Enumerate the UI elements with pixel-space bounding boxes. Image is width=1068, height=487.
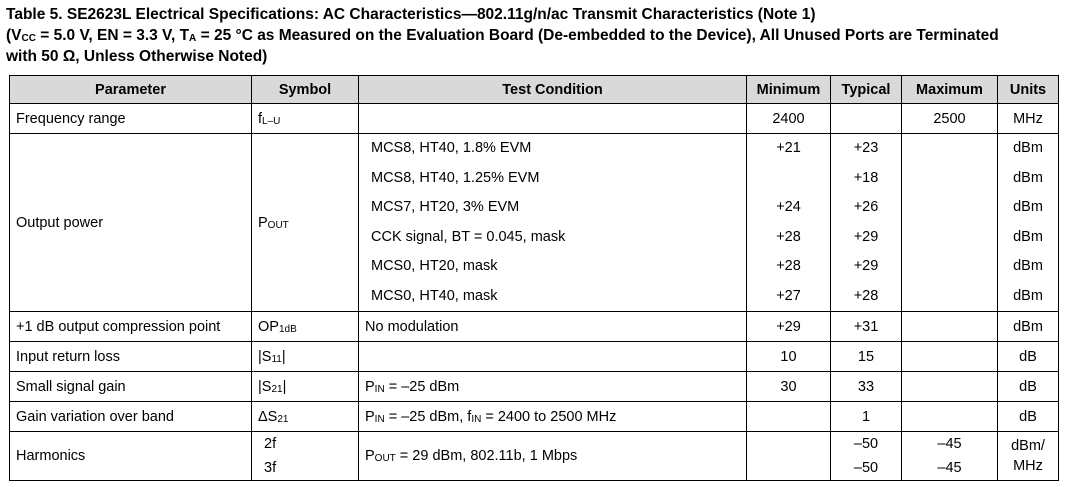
- min-line: +27: [776, 287, 801, 304]
- table-row-op1db: [10, 312, 1059, 342]
- typ-cell: [831, 134, 902, 312]
- typ-cell: 1: [831, 402, 902, 432]
- title-text: = 25 °C as Measured on the Evaluation Board (De-embedded to the Device), All Unused Ports are Terminated: [196, 27, 999, 44]
- table-row-small-signal-gain: [10, 372, 1059, 402]
- min-line: +28: [776, 228, 801, 245]
- symbol-bar: |: [281, 348, 286, 365]
- units-line: dBm: [1013, 199, 1043, 215]
- condition-cell: [359, 134, 747, 312]
- units-cell: [998, 432, 1059, 481]
- symbol-bar: |: [282, 378, 287, 395]
- units-cell: dBm: [998, 312, 1059, 342]
- typ-line: +29: [853, 258, 879, 274]
- condition-line: MCS0, HT20, mask: [371, 258, 498, 274]
- min-cell: +29: [747, 312, 831, 342]
- parameter-cell: Harmonics: [10, 432, 252, 481]
- title-line-3: with 50 Ω, Unless Otherwise Noted): [6, 48, 268, 65]
- min-line: +21: [776, 140, 801, 156]
- parameter-cell: Small signal gain: [10, 372, 252, 402]
- max-cell: [902, 432, 998, 481]
- units-cell: dB: [998, 342, 1059, 372]
- table-title: [6, 4, 1066, 67]
- vcc-subscript: CC: [21, 33, 36, 44]
- condition-line: MCS7, HT20, 3% EVM: [371, 199, 520, 215]
- table-row-gain-variation: [10, 402, 1059, 432]
- symbol-cell: [252, 104, 359, 134]
- ta-subscript: A: [189, 33, 197, 44]
- condition-line: MCS8, HT40, 1.8% EVM: [371, 140, 532, 156]
- symbol-subscript: 1dB: [278, 323, 297, 335]
- header-minimum: Minimum: [747, 76, 831, 104]
- min-cell: [747, 134, 831, 312]
- units-line: dBm/: [1011, 438, 1045, 454]
- typ-line: +18: [853, 169, 879, 186]
- symbol-cell: [252, 372, 359, 402]
- max-cell: [902, 312, 998, 342]
- typ-cell: [831, 432, 902, 481]
- typ-line: –50: [853, 460, 879, 476]
- condition-subscript: IN: [374, 413, 385, 425]
- header-maximum: Maximum: [902, 76, 998, 104]
- title-text: = 5.0 V, EN = 3.3 V, T: [35, 27, 190, 44]
- symbol-base: P: [258, 214, 268, 231]
- condition-cell: [359, 432, 747, 481]
- table-row-output-power: [10, 134, 1059, 312]
- min-cell: [747, 402, 831, 432]
- typ-cell: +31: [831, 312, 902, 342]
- title-line-2: [6, 25, 1066, 46]
- condition-text: = 29 dBm, 802.11b, 1 Mbps: [395, 448, 578, 464]
- max-cell: [902, 134, 998, 312]
- symbol-cell: [252, 402, 359, 432]
- condition-cell: [359, 372, 747, 402]
- table-row-input-return-loss: [10, 342, 1059, 372]
- min-cell: 10: [747, 342, 831, 372]
- min-cell: [747, 432, 831, 481]
- units-line: dBm: [1013, 228, 1043, 245]
- units-line: dBm: [1013, 287, 1043, 304]
- condition-text: = 2400 to 2500 MHz: [481, 408, 617, 425]
- condition-subscript: IN: [374, 383, 385, 395]
- condition-line: MCS8, HT40, 1.25% EVM: [371, 169, 540, 186]
- condition-cell: [359, 342, 747, 372]
- symbol-line: 3f: [264, 460, 277, 476]
- symbol-line: 2f: [264, 436, 277, 452]
- min-line: +24: [776, 199, 801, 215]
- header-row: [10, 76, 1059, 104]
- header-symbol: Symbol: [252, 76, 359, 104]
- symbol-base: ΔS: [258, 408, 278, 425]
- title-line-1: Table 5. SE2623L Electrical Specifications: AC Characteristics—802.11g/n/ac Transmit Characteristics (Note 1): [6, 6, 816, 23]
- parameter-cell: Input return loss: [10, 342, 252, 372]
- units-line: dBm: [1013, 258, 1043, 274]
- parameter-cell: +1 dB output compression point: [10, 312, 252, 342]
- symbol-base: |S: [258, 378, 272, 395]
- symbol-cell: [252, 432, 359, 481]
- units-cell: [998, 134, 1059, 312]
- symbol-subscript: OUT: [267, 219, 289, 231]
- typ-cell: 15: [831, 342, 902, 372]
- max-cell: [902, 342, 998, 372]
- table-row-frequency-range: [10, 104, 1059, 134]
- header-typical: Typical: [831, 76, 902, 104]
- max-cell: 2500: [902, 104, 998, 134]
- condition-cell: [359, 104, 747, 134]
- header-units: Units: [998, 76, 1059, 104]
- condition-subscript: OUT: [374, 453, 396, 464]
- units-line: dBm: [1013, 169, 1043, 186]
- symbol-base: |S: [258, 348, 272, 365]
- typ-cell: 33: [831, 372, 902, 402]
- max-line: –45: [937, 460, 962, 476]
- condition-text: = –25 dBm, f: [384, 408, 472, 425]
- max-cell: [902, 402, 998, 432]
- condition-subscript: IN: [471, 413, 482, 425]
- units-cell: MHz: [998, 104, 1059, 134]
- symbol-base: OP: [258, 318, 279, 335]
- symbol-subscript: 21: [277, 413, 289, 425]
- units-line: dBm: [1013, 140, 1043, 156]
- condition-line: CCK signal, BT = 0.045, mask: [371, 228, 566, 245]
- typ-line: –50: [853, 436, 879, 452]
- spec-table: [9, 75, 1059, 481]
- symbol-cell: [252, 312, 359, 342]
- symbol-subscript: L–U: [262, 115, 281, 127]
- symbol-cell: [252, 342, 359, 372]
- max-line: –45: [937, 436, 962, 452]
- symbol-subscript: 11: [271, 353, 282, 365]
- typ-line: +26: [853, 199, 879, 215]
- parameter-cell: Frequency range: [10, 104, 252, 134]
- typ-line: +28: [853, 287, 879, 304]
- symbol-base: f: [258, 110, 263, 127]
- header-parameter: Parameter: [10, 76, 252, 104]
- units-cell: dB: [998, 372, 1059, 402]
- units-line: MHz: [1013, 458, 1043, 474]
- header-test-condition: Test Condition: [359, 76, 747, 104]
- min-cell: 30: [747, 372, 831, 402]
- min-line: [753, 164, 824, 194]
- max-cell: [902, 372, 998, 402]
- typ-cell: [831, 104, 902, 134]
- typ-line: +29: [853, 228, 879, 245]
- symbol-cell: [252, 134, 359, 312]
- title-text: (V: [6, 27, 22, 44]
- condition-base: P: [365, 408, 375, 425]
- typ-line: +23: [853, 140, 879, 156]
- parameter-cell: Gain variation over band: [10, 402, 252, 432]
- min-line: +28: [776, 258, 801, 274]
- min-cell: 2400: [747, 104, 831, 134]
- condition-cell: No modulation: [359, 312, 747, 342]
- condition-base: P: [365, 448, 375, 464]
- condition-base: P: [365, 378, 375, 395]
- condition-cell: [359, 402, 747, 432]
- condition-line: MCS0, HT40, mask: [371, 287, 498, 304]
- symbol-subscript: 21: [271, 383, 283, 395]
- parameter-cell: Output power: [10, 134, 252, 312]
- table-row-harmonics: [10, 432, 1059, 481]
- units-cell: dB: [998, 402, 1059, 432]
- condition-text: = –25 dBm: [384, 378, 460, 395]
